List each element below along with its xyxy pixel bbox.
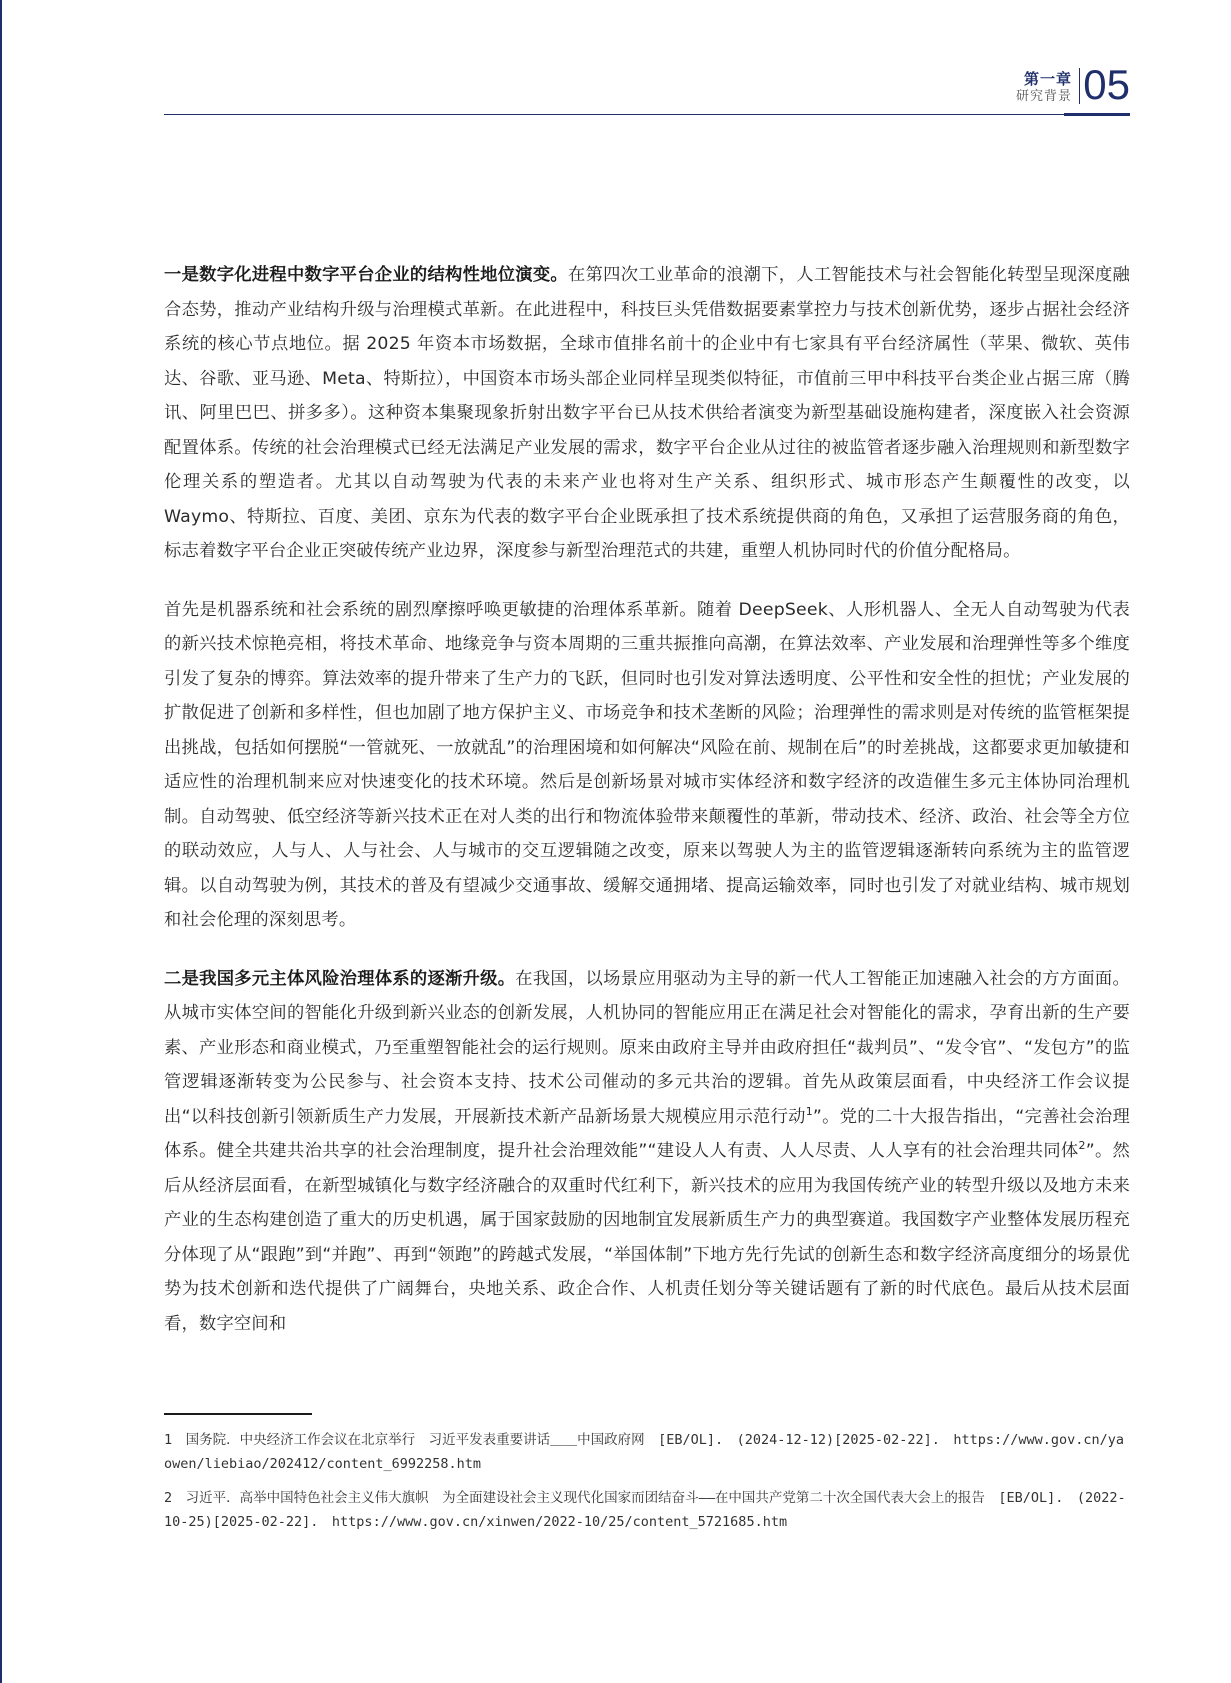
paragraph-3-lead: 二是我国多元主体风险治理体系的逐渐升级。: [164, 968, 516, 989]
paragraph-2: [164, 593, 1130, 938]
left-edge-rule: [0, 0, 2, 1683]
main-body: [164, 258, 1130, 1365]
paragraph-3-text-a: 在我国，以场景应用驱动为主导的新一代人工智能正加速融入社会的方方面面。从城市实体空间的智能化升级到新兴业态的创新发展，人机协同的智能应用正在满足社会对智能化的需求，孕育出新的生产要素、产业形态和商业模式，乃至重塑智能社会的运行规则。原来由政府主导并由政府担任“裁判员”、“发令官”、“发包方”的监管逻辑逐渐转变为公民参与、社会资本支持、技术公司催动的多元共治的逻辑。首先从政策层面看，中央经济工作会议提出“以科技创新引领新质生产力发展，开展新技术新产品新场景大规模应用示范行动: [164, 968, 1130, 1127]
paragraph-2-text: 首先是机器系统和社会系统的剧烈摩擦呼唤更敏捷的治理体系革新。随着 DeepSeek、人形机器人、全无人自动驾驶为代表的新兴技术惊艳亮相，将技术革命、地缘竞争与资本周期的三重共振推向高潮，在算法效率、产业发展和治理弹性等多个维度引发了复杂的博弈。算法效率的提升带来了生产力的飞跃，但同时也引发对算法透明度、公平性和安全性的担忧；产业发展的扩散促进了创新和多样性，但也加剧了地方保护主义、市场竞争和技术垄断的风险；治理弹性的需求则是对传统的监管框架提出挑战，包括如何摆脱“一管就死、一放就乱”的治理困境和如何解决“风险在前、规制在后”的时差挑战，这都要求更加敏捷和适应性的治理机制来应对快速变化的技术环境。然后是创新场景对城市实体经济和数字经济的改造催生多元主体协同治理机制。自动驾驶、低空经济等新兴技术正在对人类的出行和物流体验带来颠覆性的革新，带动技术、经济、政治、社会等全方位的联动效应，人与人、人与社会、人与城市的交互逻辑随之改变，原来以驾驶人为主的监管逻辑逐渐转向系统为主的监管逻辑。以自动驾驶为例，其技术的普及有望减少交通事故、缓解交通拥堵、提高运输效率，同时也引发了对就业结构、城市规划和社会伦理的深刻思考。: [164, 599, 1130, 930]
header-divider: [1079, 68, 1080, 104]
page-header: [164, 62, 1130, 118]
paragraph-1-text: 在第四次工业革命的浪潮下，人工智能技术与社会智能化转型呈现深度融合态势，推动产业结构升级与治理模式革新。在此进程中，科技巨头凭借数据要素掌控力与技术创新优势，逐步占据社会经济系统的核心节点地位。据 2025 年资本市场数据，全球市值排名前十的企业中有七家具有平台经济属性（苹果、微软、英伟达、谷歌、亚马逊、Meta、特斯拉），中国资本市场头部企业同样呈现类似特征，市值前三甲中科技平台类企业占据三席（腾讯、阿里巴巴、拼多多）。这种资本集聚现象折射出数字平台已从技术供给者演变为新型基础设施构建者，深度嵌入社会资源配置体系。传统的社会治理模式已经无法满足产业发展的需求，数字平台企业从过往的被监管者逐步融入治理规则和新型数字伦理关系的塑造者。尤其以自动驾驶为代表的未来产业也将对生产关系、组织形式、城市形态产生颠覆性的改变，以 Waymo、特斯拉、百度、美团、京东为代表的数字平台企业既承担了技术系统提供商的角色，又承担了运营服务商的角色，标志着数字平台企业正突破传统产业边界，深度参与新型治理范式的共建，重塑人机协同时代的价值分配格局。: [164, 265, 1130, 561]
paragraph-3-text-c: ”。然后从经济层面看，在新型城镇化与数字经济融合的双重时代红利下，新兴技术的应用为我国传统产业的转型升级以及地方未来产业的生态构建创造了重大的历史机遇，属于国家鼓励的因地制宜发展新质生产力的典型赛道。我国数字产业整体发展历程充分体现了从“跟跑”到“并跑”、再到“领跑”的跨越式发展，“举国体制”下地方先行先试的创新生态和数字经济高度细分的场景优势为技术创新和迭代提供了广阔舞台，央地关系、政企合作、人机责任划分等关键话题有了新的时代底色。最后从技术层面看，数字空间和: [164, 1141, 1130, 1334]
footnote-rule: [164, 1413, 312, 1415]
chapter-title: 第一章: [1023, 70, 1072, 88]
page-number: 05: [1083, 61, 1130, 108]
paragraph-3-text-b: ”。党的二十大报告指出，“完善社会治理体系。健全共建共治共享的社会治理制度，提升社会治理效能”“建设人人有责、人人尽责、人人享有的社会治理共同体: [164, 1106, 1130, 1161]
footnote-ref-1[interactable]: 1: [805, 1104, 813, 1118]
paragraph-1-lead: 一是数字化进程中数字平台企业的结构性地位演变。: [164, 265, 568, 285]
header-titles: [1016, 70, 1072, 106]
section-title: 研究背景: [1015, 89, 1072, 104]
footnote-1: 1 国务院．中央经济工作会议在北京举行 习近平发表重要讲话＿＿中国政府网 [EB/OL]. (2024-12-12)[2025-02-22]. https://www.gov.cn/yaowen/liebiao/202412/content_6992258.htm: [164, 1432, 1125, 1472]
paragraph-3: [164, 962, 1130, 1342]
header-rule-accent: [1064, 113, 1130, 116]
paragraph-1: [164, 258, 1130, 569]
footnote-ref-2[interactable]: 2: [1078, 1139, 1086, 1153]
footnotes: [164, 1428, 1130, 1544]
footnote-2: 2 习近平．高举中国特色社会主义伟大旗帜 为全面建设社会主义现代化国家而团结奋斗——在中国共产党第二十次全国代表大会上的报告 [EB/OL]. (2022-10-25)[2025-02-22]. https://www.gov.cn/xinwen/2022-10/25/content_5721685.htm: [164, 1490, 1126, 1530]
header-rule: [164, 114, 1130, 115]
